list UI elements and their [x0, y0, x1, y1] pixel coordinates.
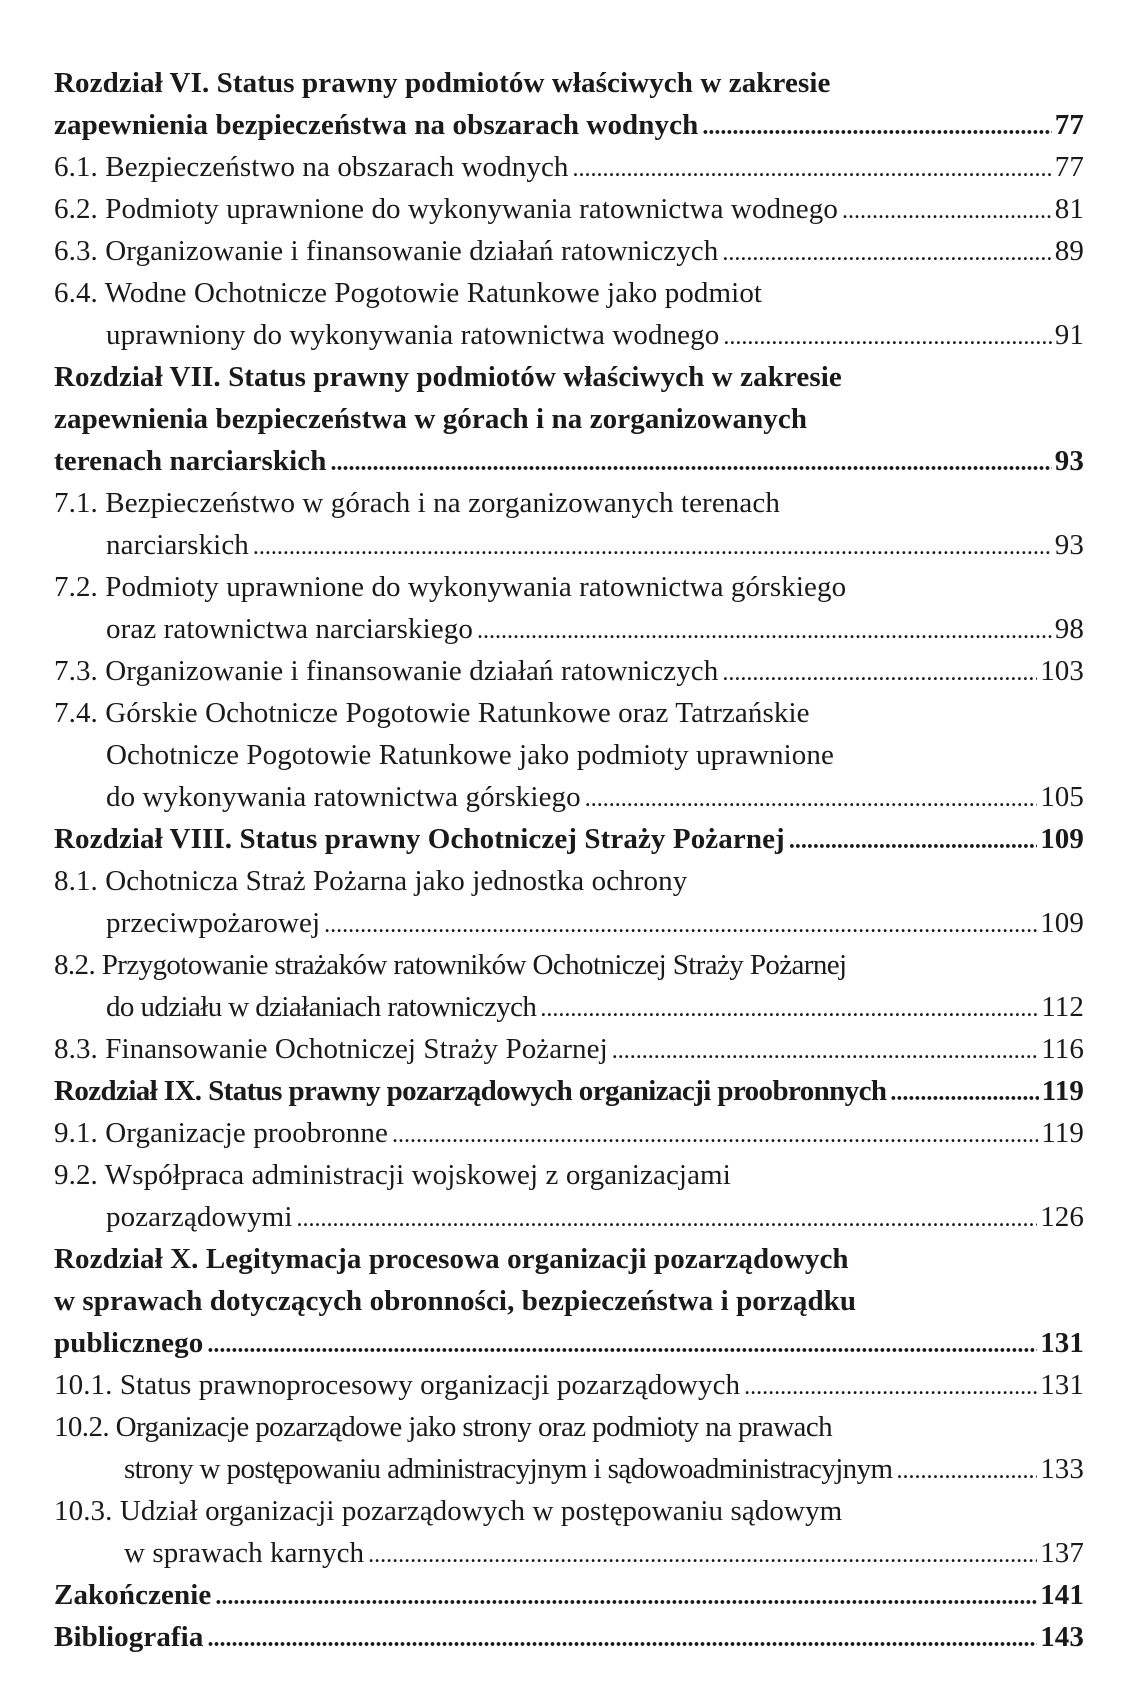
toc-line	[54, 482, 1084, 524]
dot-leader	[722, 232, 1051, 272]
toc-line	[54, 1364, 1084, 1406]
toc-line	[54, 104, 1084, 146]
dot-leader	[324, 904, 1037, 944]
toc-line	[54, 1238, 1084, 1280]
toc-entry-title: 9.2. Współpraca administracji wojskowej z organizacjami	[54, 1159, 731, 1191]
dot-leader	[207, 1618, 1037, 1658]
toc-page-number: 93	[1054, 529, 1084, 561]
toc-line	[54, 608, 1084, 650]
toc-entry-title: Rozdział X. Legitymacja procesowa organizacji pozarządowych	[54, 1243, 849, 1275]
toc-entry-title: Rozdział VI. Status prawny podmiotów właściwych w zakresie	[54, 67, 831, 99]
toc-entry-title: zapewnienia bezpieczeństwa w górach i na zorganizowanych	[54, 403, 808, 435]
toc-entry-title: 8.1. Ochotnicza Straż Pożarna jako jednostka ochrony	[54, 865, 688, 897]
toc-section-entry[interactable]	[54, 1154, 1084, 1238]
toc-chapter-entry[interactable]	[54, 356, 1084, 482]
toc-page-number: 112	[1041, 991, 1084, 1023]
toc-page-number: 126	[1040, 1201, 1084, 1233]
toc-entry-title: 8.3. Finansowanie Ochotniczej Straży Pożarnej	[54, 1033, 608, 1065]
toc-entry-title: 7.4. Górskie Ochotnicze Pogotowie Ratunkowe oraz Tatrzańskie	[54, 697, 810, 729]
dot-leader	[585, 778, 1037, 818]
toc-entry-title: pozarządowymi	[106, 1201, 293, 1233]
toc-page-number: 137	[1040, 1537, 1084, 1569]
dot-leader	[540, 988, 1038, 1028]
toc-line	[54, 1028, 1084, 1070]
toc-entry-title: Bibliografia	[54, 1621, 204, 1653]
toc-chapter-entry[interactable]	[54, 1616, 1084, 1658]
dot-leader	[392, 1114, 1038, 1154]
toc-chapter-entry[interactable]	[54, 1070, 1084, 1112]
toc-page-number: 109	[1040, 907, 1084, 939]
toc-line	[54, 1070, 1084, 1112]
toc-line	[54, 566, 1084, 608]
toc-line	[54, 1490, 1084, 1532]
toc-chapter-entry[interactable]	[54, 818, 1084, 860]
dot-leader	[723, 316, 1051, 356]
toc-line	[54, 986, 1084, 1028]
dot-leader	[477, 610, 1052, 650]
toc-line	[54, 1532, 1084, 1574]
dot-leader	[896, 1450, 1037, 1490]
toc-line	[54, 1406, 1084, 1448]
toc-entry-title: 8.2. Przygotowanie strażaków ratowników Ochotniczej Straży Pożarnej	[54, 949, 847, 981]
toc-page-number: 109	[1040, 823, 1084, 855]
toc-entry-title: strony w postępowaniu administracyjnym i sądowoadministracyjnym	[124, 1453, 893, 1485]
table-of-contents	[54, 62, 1084, 1658]
toc-page-number: 103	[1040, 655, 1084, 687]
toc-line	[54, 1574, 1084, 1616]
toc-section-entry[interactable]	[54, 1112, 1084, 1154]
dot-leader	[573, 148, 1052, 188]
toc-entry-title: Rozdział IX. Status prawny pozarządowych organizacji proobronnych	[54, 1075, 887, 1107]
dot-leader	[368, 1534, 1037, 1574]
toc-entry-title: terenach narciarskich	[54, 445, 327, 477]
toc-entry-title: 9.1. Organizacje proobronne	[54, 1117, 388, 1149]
toc-entry-title: Rozdział VIII. Status prawny Ochotniczej Straży Pożarnej	[54, 823, 785, 855]
toc-entry-title: 6.4. Wodne Ochotnicze Pogotowie Ratunkowe jako podmiot	[54, 277, 763, 309]
toc-section-entry[interactable]	[54, 1406, 1084, 1490]
toc-line	[54, 1448, 1084, 1490]
toc-page-number: 131	[1040, 1369, 1084, 1401]
toc-line	[54, 62, 1084, 104]
toc-entry-title: publicznego	[54, 1327, 204, 1359]
toc-page-number: 77	[1054, 109, 1084, 141]
toc-page-number: 141	[1040, 1579, 1084, 1611]
dot-leader	[253, 526, 1052, 566]
toc-line	[54, 1322, 1084, 1364]
toc-entry-title: 7.1. Bezpieczeństwo w górach i na zorganizowanych terenach	[54, 487, 780, 519]
toc-section-entry[interactable]	[54, 1490, 1084, 1574]
toc-entry-title: w sprawach dotyczących obronności, bezpieczeństwa i porządku	[54, 1285, 857, 1317]
toc-entry-title: zapewnienia bezpieczeństwa na obszarach wodnych	[54, 109, 699, 141]
toc-entry-title: 10.1. Status prawnoprocesowy organizacji pozarządowych	[54, 1369, 741, 1401]
dot-leader	[842, 190, 1052, 230]
toc-line	[54, 692, 1084, 734]
toc-section-entry[interactable]	[54, 1028, 1084, 1070]
toc-page-number: 119	[1041, 1117, 1084, 1149]
toc-line	[54, 776, 1084, 818]
toc-entry-title: 10.2. Organizacje pozarządowe jako strony oraz podmioty na prawach	[54, 1411, 832, 1443]
toc-line	[54, 650, 1084, 692]
toc-section-entry[interactable]	[54, 482, 1084, 566]
toc-page-number: 116	[1041, 1033, 1084, 1065]
toc-section-entry[interactable]	[54, 146, 1084, 188]
toc-line	[54, 314, 1084, 356]
toc-page-number: 91	[1054, 319, 1084, 351]
toc-entry-title: Rozdział VII. Status prawny podmiotów właściwych w zakresie	[54, 361, 842, 393]
toc-chapter-entry[interactable]	[54, 1574, 1084, 1616]
toc-line	[54, 1280, 1084, 1322]
toc-entry-title: 6.1. Bezpieczeństwo na obszarach wodnych	[54, 151, 569, 183]
dot-leader	[330, 442, 1051, 482]
toc-chapter-entry[interactable]	[54, 1238, 1084, 1364]
toc-line	[54, 902, 1084, 944]
toc-line	[54, 1154, 1084, 1196]
toc-page-number: 93	[1054, 445, 1084, 477]
toc-entry-title: do udziału w działaniach ratowniczych	[106, 991, 537, 1023]
toc-section-entry[interactable]	[54, 650, 1084, 692]
toc-section-entry[interactable]	[54, 272, 1084, 356]
dot-leader	[612, 1030, 1039, 1070]
dot-leader	[207, 1324, 1037, 1364]
toc-entry-title: 10.3. Udział organizacji pozarządowych w postępowaniu sądowym	[54, 1495, 843, 1527]
toc-entry-title: do wykonywania ratownictwa górskiego	[106, 781, 581, 813]
dot-leader	[702, 106, 1051, 146]
toc-line	[54, 188, 1084, 230]
toc-page-number: 81	[1054, 193, 1084, 225]
toc-section-entry[interactable]	[54, 860, 1084, 944]
toc-entry-title: uprawniony do wykonywania ratownictwa wodnego	[106, 319, 720, 351]
toc-page-number: 131	[1040, 1327, 1084, 1359]
toc-section-entry[interactable]	[54, 230, 1084, 272]
toc-line	[54, 1616, 1084, 1658]
toc-entry-title: Ochotnicze Pogotowie Ratunkowe jako podmioty uprawnione	[106, 739, 834, 771]
toc-line	[54, 146, 1084, 188]
toc-entry-title: narciarskich	[106, 529, 249, 561]
toc-entry-title: 7.3. Organizowanie i finansowanie działań ratowniczych	[54, 655, 719, 687]
toc-page-number: 89	[1054, 235, 1084, 267]
toc-page-number: 143	[1040, 1621, 1084, 1653]
toc-entry-title: 7.2. Podmioty uprawnione do wykonywania ratownictwa górskiego	[54, 571, 847, 603]
toc-page-number: 105	[1040, 781, 1084, 813]
dot-leader	[789, 820, 1037, 860]
toc-line	[54, 398, 1084, 440]
toc-entry-title: 6.3. Organizowanie i finansowanie działań ratowniczych	[54, 235, 719, 267]
toc-entry-title: 6.2. Podmioty uprawnione do wykonywania ratownictwa wodnego	[54, 193, 838, 225]
toc-entry-title: przeciwpożarowej	[106, 907, 321, 939]
toc-line	[54, 1196, 1084, 1238]
toc-page-number: 119	[1041, 1075, 1084, 1107]
dot-leader	[215, 1576, 1037, 1616]
toc-chapter-entry[interactable]	[54, 62, 1084, 146]
toc-page-number: 133	[1040, 1453, 1084, 1485]
toc-entry-title: Zakończenie	[54, 1579, 212, 1611]
toc-entry-title: oraz ratownictwa narciarskiego	[106, 613, 473, 645]
toc-section-entry[interactable]	[54, 188, 1084, 230]
toc-section-entry[interactable]	[54, 692, 1084, 818]
toc-section-entry[interactable]	[54, 566, 1084, 650]
toc-entry-title: w sprawach karnych	[124, 1537, 365, 1569]
toc-line	[54, 734, 1084, 776]
toc-section-entry[interactable]	[54, 944, 1084, 1028]
toc-line	[54, 944, 1084, 986]
toc-line	[54, 440, 1084, 482]
toc-line	[54, 524, 1084, 566]
toc-line	[54, 1112, 1084, 1154]
toc-line	[54, 230, 1084, 272]
toc-line	[54, 356, 1084, 398]
toc-line	[54, 272, 1084, 314]
toc-page-number: 77	[1054, 151, 1084, 183]
toc-line	[54, 860, 1084, 902]
toc-section-entry[interactable]	[54, 1364, 1084, 1406]
toc-page-number: 98	[1054, 613, 1084, 645]
dot-leader	[722, 652, 1037, 692]
dot-leader	[297, 1198, 1038, 1238]
toc-line	[54, 818, 1084, 860]
dot-leader	[890, 1072, 1038, 1112]
dot-leader	[744, 1366, 1037, 1406]
